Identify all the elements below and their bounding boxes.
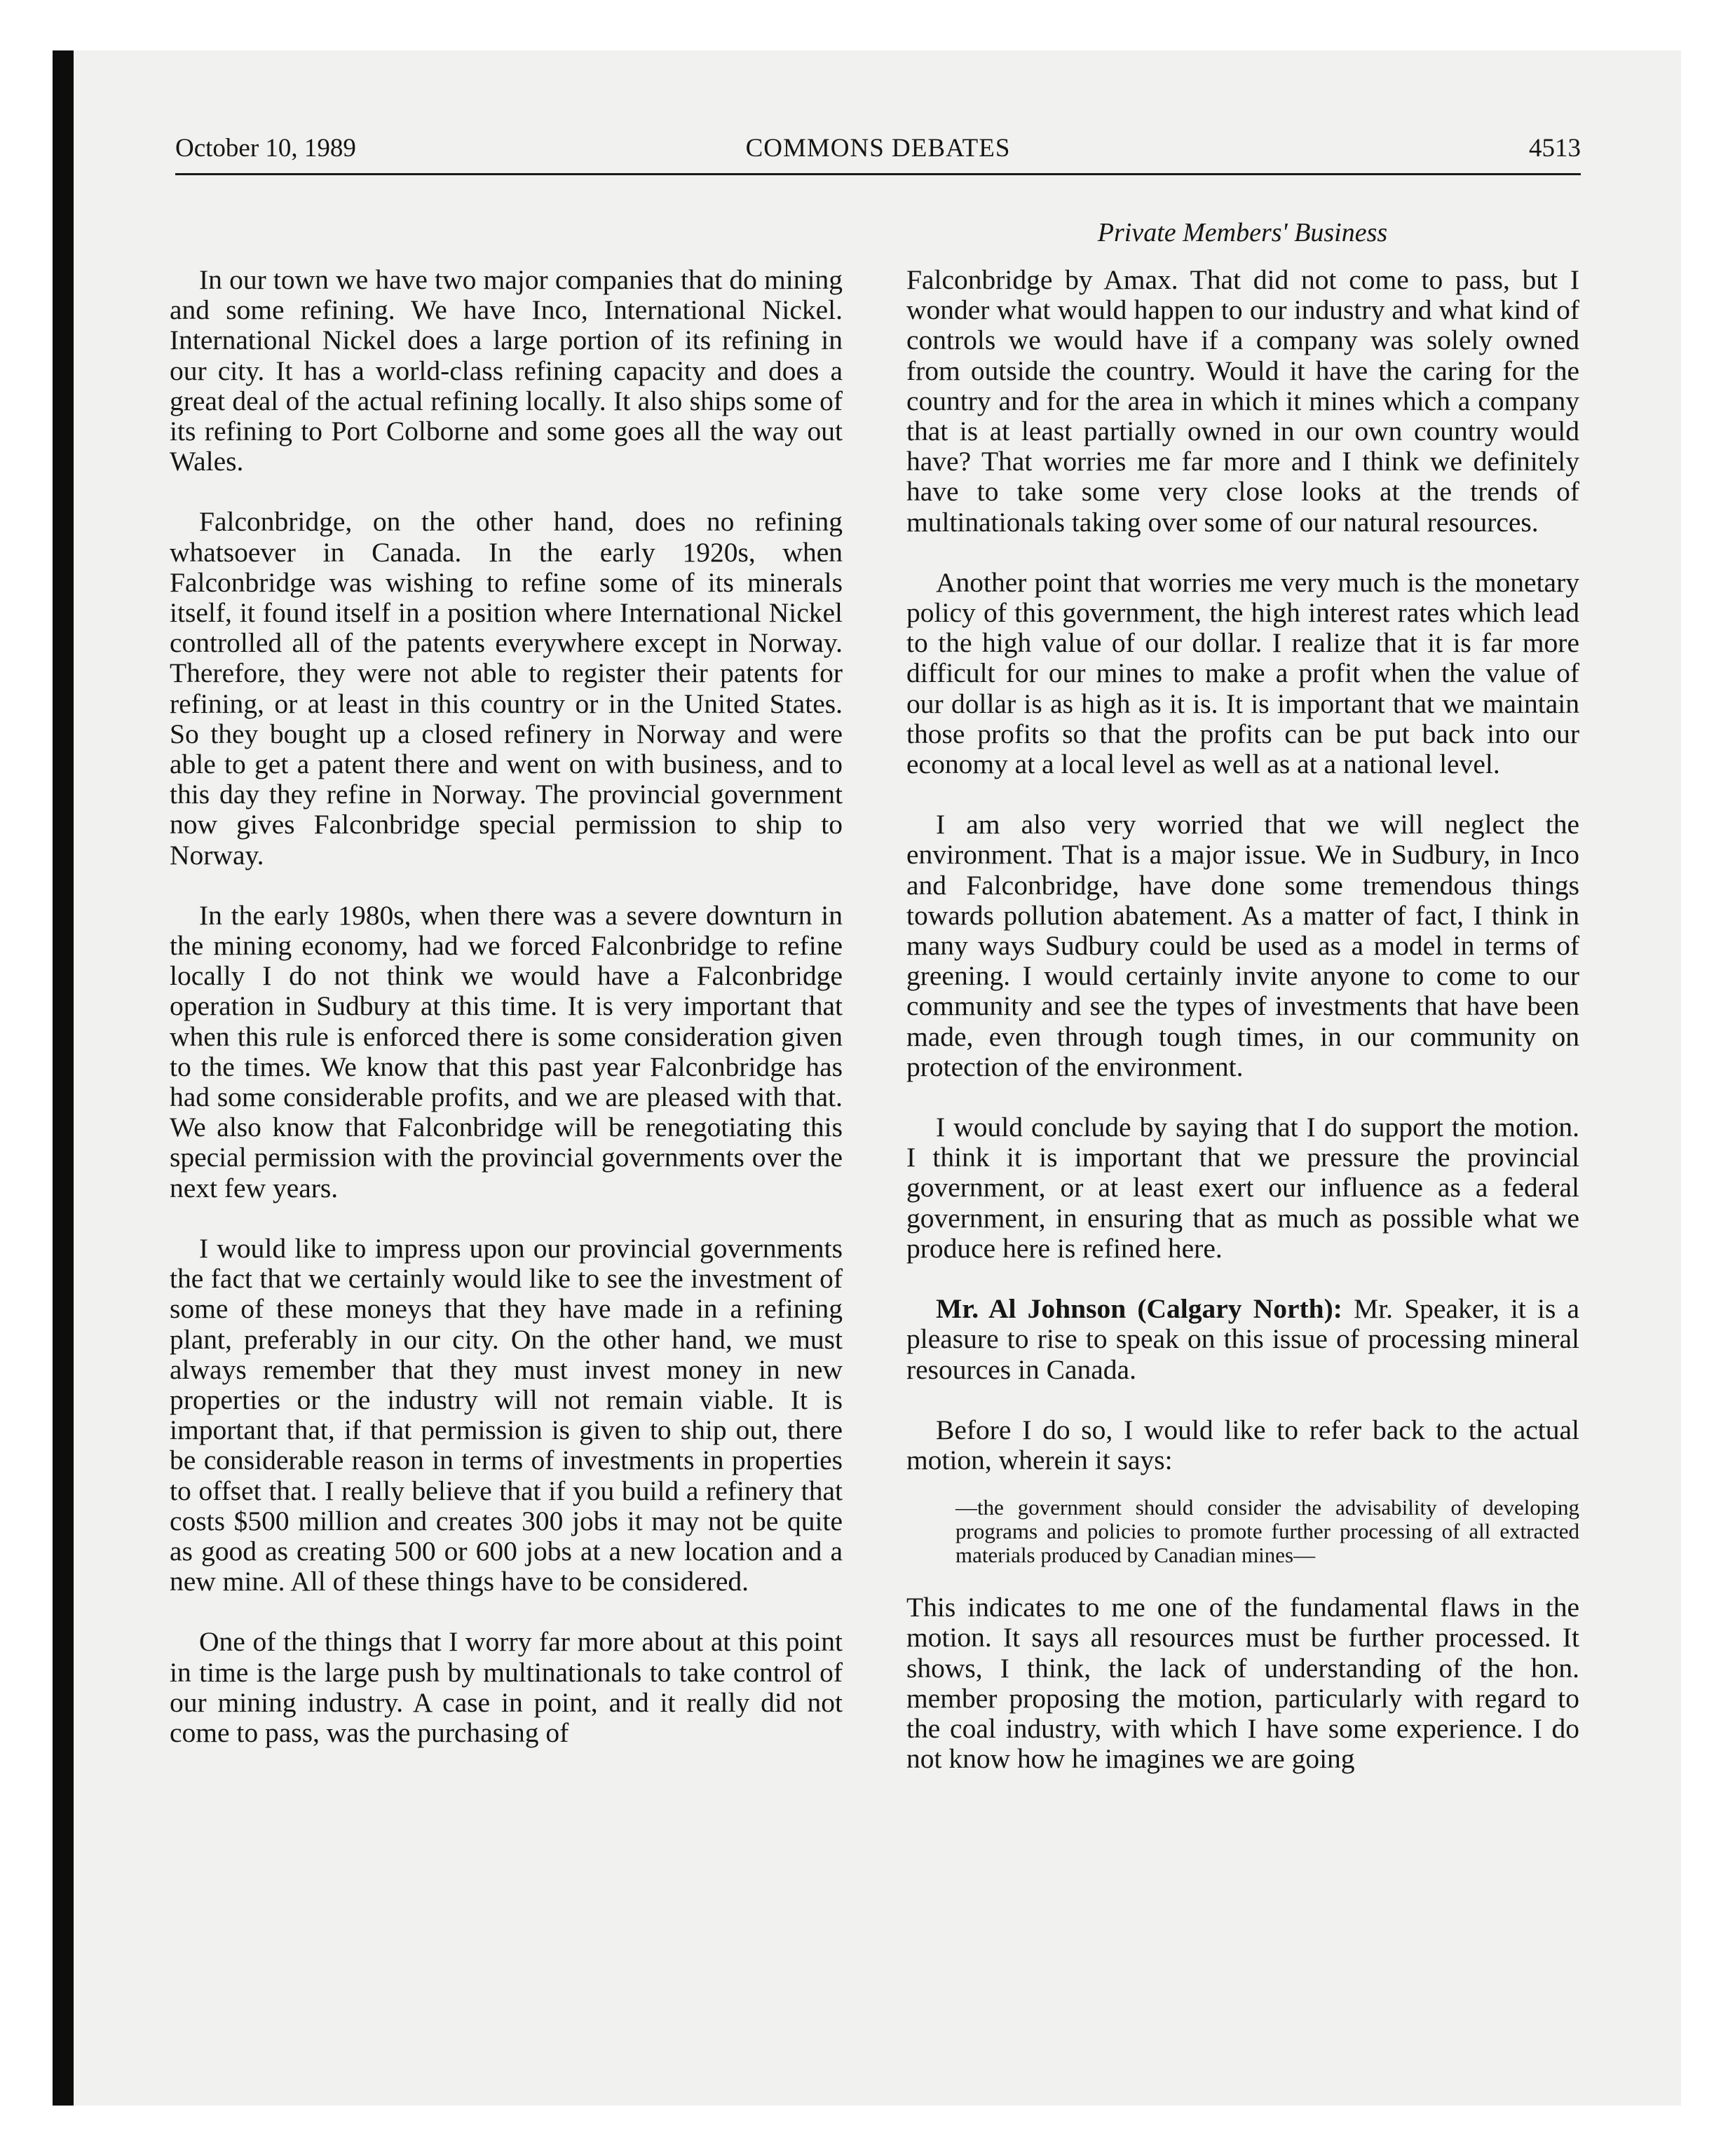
section-title: Private Members' Business [1097,218,1388,247]
paragraph: Another point that worries me very much is the monetary policy of this government, the high interest rates which lead to the high value of our dollar. I realize that it is far more difficult for our mines to make a profit when the value of our dollar is as high as it is. It is important that we maintain those profits so that the profits can be put back into our economy at a local level as well as at a national level. [906,566,1579,780]
paragraph: I would like to impress upon our provincial governments the fact that we certainly would like to see the investment of some of these moneys that they have made in a refining plant, preferably in our city. On the other hand, we must always remember that they must invest money in new properties or the industry will not remain viable. It is important that, if that permission is given to ship out, there be considerable reason in terms of investments in properties to offset that. I really believe that if you build a refinery that costs $500 million and creates 300 jobs it may not be quite as good as creating 500 or 600 jobs at a new location and a new mine. All of these things have to be considered. [170,1232,843,1597]
header-journal-title: COMMONS DEBATES [745,134,1011,163]
speaker-paragraph [906,1294,1579,1385]
scan-edge-shadow [53,50,74,2106]
paragraph: I would conclude by saying that I do support the motion. I think it is important that we pressure the provincial government, or at least exert our influence as a federal government, in ensuring that as much as possible what we produce here is refined here. [906,1112,1579,1264]
header-rule [175,173,1581,175]
paragraph-continuation: Falconbridge by Amax. That did not come to pass, but I wonder what would happen to our industry and what kind of controls we would have if a company was solely owned from outside the country. Would it have the caring for the country and for the area in which it mines which a company that is at least partially owned in our own country would have? That worries me far more and I think we definitely have to take some very close looks at the trends of multinationals taking over some of our natural resources. [906,264,1579,538]
header-page-number: 4513 [1529,134,1581,163]
paragraph: Before I do so, I would like to refer back to the actual motion, wherein it says: [906,1414,1579,1475]
right-column [906,265,1579,1804]
speaker-name: Mr. Al Johnson (Calgary North): [936,1293,1342,1325]
motion-quote: —the government should consider the advisability of developing programs and policies to promote further processing of all extracted materials produced by Canadian mines— [955,1495,1579,1568]
speaker-text: Mr. Speaker, it is a pleasure to rise to speak on this issue of processing mineral resources in Canada. [906,1293,1579,1385]
paragraph: One of the things that I worry far more about at this point in time is the large push by multinationals to take control of our mining industry. A case in point, and it really did not come to pass, was the purchasing of [170,1626,843,1748]
paragraph: I am also very worried that we will neglect the environment. That is a major issue. We in Sudbury, in Inco and Falconbridge, have done some tremendous things towards pollution abatement. As a matter of fact, I think in many ways Sudbury could be used as a model in terms of greening. I would certainly invite anyone to come to our community and see the types of investments that have been made, even through tough times, in our community on protection of the environment. [906,809,1579,1082]
paragraph: In our town we have two major companies that do mining and some refining. We have Inco, International Nickel. International Nickel does a large portion of its refining in our city. It has a world-class refining capacity and does a great deal of the actual refining locally. It also ships some of its refining to Port Colborne and some goes all the way out Wales. [170,264,843,477]
paragraph: In the early 1980s, when there was a severe downturn in the mining economy, had we forced Falconbridge to refine locally I do not think we would have a Falconbridge operation in Sudbury at this time. It is very important that when this rule is enforced there is some consideration given to the times. We know that this past year Falconbridge has had some considerable profits, and we are pleased with that. We also know that Falconbridge will be renegotiating this special permission with the provincial governments over the next few years. [170,899,843,1203]
running-header [175,133,1581,175]
header-date: October 10, 1989 [175,134,356,163]
paragraph: Falconbridge, on the other hand, does no refining whatsoever in Canada. In the early 1920s, when Falconbridge was wishing to refine some of its minerals itself, it found itself in a position where International Nickel controlled all of the patents everywhere except in Norway. Therefore, they were not able to register their patents for refining, or at least in this country or in the United States. So they bought up a closed refinery in Norway and were able to get a patent there and went on with business, and to this day they refine in Norway. The provincial government now gives Falconbridge special permission to ship to Norway. [170,506,843,871]
paragraph: This indicates to me one of the fundamental flaws in the motion. It says all resources must be further processed. It shows, I think, the lack of understanding of the hon. member proposing the motion, particularly with regard to the coal industry, with which I have some experience. I do not know how he imagines we are going [906,1592,1579,1775]
left-column [170,265,843,1778]
